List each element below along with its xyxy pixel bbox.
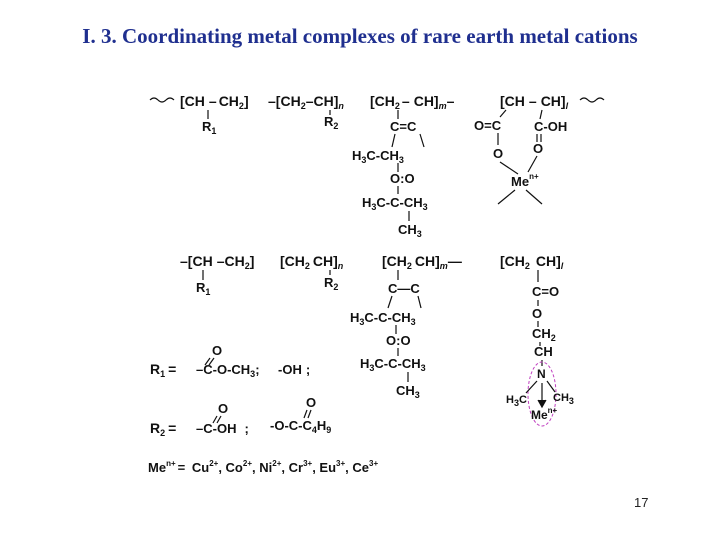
ch-2: CH <box>534 344 553 359</box>
backbone-1-seg1: $[CH - CH_2]$ <box>180 93 249 111</box>
ester-c-2: C=O <box>532 284 560 299</box>
ring-left-1 <box>392 134 395 147</box>
ch3-bot-2: $CH_3$ <box>396 383 420 400</box>
ring-mid-2: $H_3C-C-CH_3$ <box>350 310 416 327</box>
backbone-1-seg4: $[CH - CH]_l$ <box>500 93 569 111</box>
coord-bond-d <box>526 190 542 204</box>
legend-r1-label: $R_1$ = <box>150 361 177 379</box>
legend-r1-opt2: -OH ; <box>278 362 311 377</box>
wavy-bond-right <box>580 98 604 102</box>
o-dbl-1: O <box>533 141 544 156</box>
legend-r2-opt2: $-O-C-C_4H_9$ <box>270 418 332 435</box>
me-1: $Me^{n+}$ <box>511 172 539 189</box>
r1-label-1: $R_1$ <box>202 119 217 136</box>
legend-r1-opt1: $-C-O-CH_3$; <box>196 362 260 379</box>
ch3-bot-1: $CH_3$ <box>398 222 422 239</box>
legend-r2-dbl-c <box>304 410 307 418</box>
wavy-bond-left <box>150 98 174 102</box>
h3c-n-2: $H_3C$ <box>506 394 527 408</box>
legend-r2-opt1: –C-OH ; <box>196 421 249 436</box>
coord-bond-c <box>498 190 515 204</box>
ring-bot-2: $H_3C-C-CH_3$ <box>360 356 426 373</box>
ring-cc-2: C—C <box>388 281 420 296</box>
n-right <box>547 381 555 392</box>
ring-mid-1: $H_3C-CH_3$ <box>352 148 404 165</box>
o-1: O <box>493 146 504 161</box>
ch3-n-2: $CH_3$ <box>553 392 574 406</box>
ring-right-2 <box>418 296 421 308</box>
ester-o-2: O <box>532 306 543 321</box>
oo-2: O:O <box>386 333 411 348</box>
slide-title: I. 3. Coordinating metal complexes of rare earth metal cations <box>82 24 638 48</box>
legend-r2-o2: O <box>306 395 317 410</box>
legend-me-line: $Me^{n+}$ = $Cu^{2+}$, $Co^{2+}$, $Ni^{2+}$, $Cr^{3+}$, $Eu^{3+}$, $Ce^{3+}$ <box>148 459 379 475</box>
backbone-1-seg2: $-[CH_2-CH]_n$ <box>268 93 344 111</box>
me-2: $Me^{n+}$ <box>531 406 558 422</box>
r1-label-2: $R_1$ <box>196 280 211 297</box>
r2-label-2: $R_2$ <box>324 275 339 292</box>
coord-bond-b <box>528 156 537 172</box>
backbone-2-seg3: [$CH_2$ $CH]_m—$ <box>382 253 462 271</box>
arrow-head <box>538 400 546 407</box>
ring-right-1 <box>420 134 424 147</box>
legend-r2-o1: O <box>218 401 229 416</box>
ring-left-2 <box>388 296 392 308</box>
page-number: 17 <box>634 495 649 510</box>
structure-1 <box>150 93 604 239</box>
ring-cc-1: C=C <box>390 119 417 134</box>
backbone-1-seg3: $[CH_2 - CH]_m-$ <box>370 93 455 111</box>
legend-r1-o: O <box>212 343 223 358</box>
backbone-2-seg2: [$CH_2$ $CH]_n$ <box>280 253 344 271</box>
ring-bot-1: $H_3C-C-CH_3$ <box>362 195 428 212</box>
legend-r2-dbl-d <box>308 410 311 418</box>
bond-oc-1 <box>500 110 506 117</box>
oc-1: O=C <box>474 118 502 133</box>
backbone-2-seg1: –[CH $-CH_2$] <box>180 253 255 271</box>
legend <box>148 343 378 475</box>
r2-label-1: $R_2$ <box>324 114 339 131</box>
cooh-1: C-OH <box>534 119 568 134</box>
n-2: N <box>537 367 546 381</box>
oo-1: O:O <box>390 171 415 186</box>
bond-cooh-1 <box>540 110 542 119</box>
coord-bond-a <box>500 162 518 174</box>
legend-r2-label: $R_2$ = <box>150 420 177 438</box>
ch2-2: $CH_2$ <box>532 326 556 343</box>
backbone-2-seg4: [$CH_2$ $CH]_l$ <box>500 253 564 271</box>
n-left <box>526 381 537 393</box>
structure-2 <box>180 253 574 426</box>
